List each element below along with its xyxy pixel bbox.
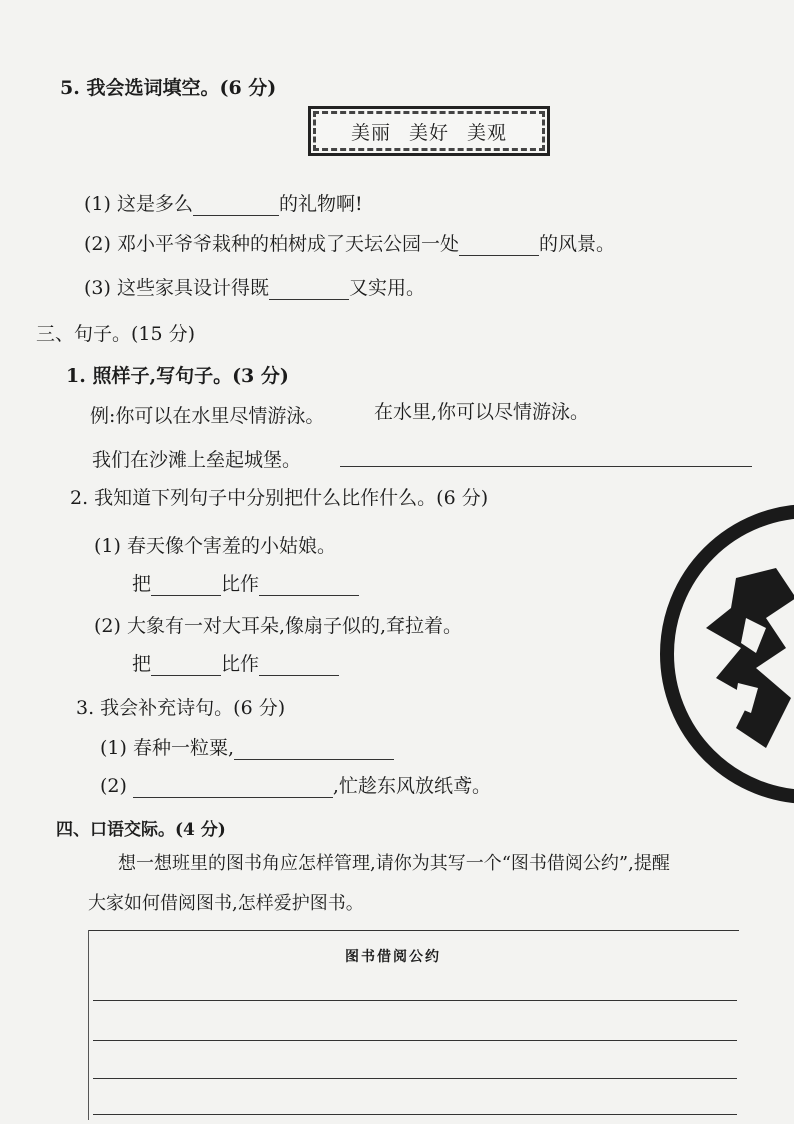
q2-answer-row-1: [132, 572, 359, 596]
agreement-top-line: [89, 930, 739, 931]
section5-item-3: [84, 276, 425, 300]
q3-line-2: [100, 774, 491, 798]
q1-example-b: 在水里,你可以尽情游泳。: [374, 401, 590, 423]
fill-blank-1[interactable]: [193, 197, 279, 216]
q3-line-1: [100, 736, 394, 760]
item2-pre: (2) 邓小平爷爷栽种的柏树成了天坛公园一处: [84, 233, 459, 255]
seal-glyph-icon: [696, 558, 794, 758]
item3-post: 又实用。: [348, 277, 425, 299]
item1-post: 的礼物啊!: [278, 193, 363, 215]
section3-title: 三、句子。(15 分): [36, 323, 196, 345]
word-choice-box: [308, 106, 550, 156]
q2-title: 2. 我知道下列句子中分别把什么比作什么。(6 分): [70, 487, 489, 509]
q3-title: 3. 我会补充诗句。(6 分): [76, 697, 286, 719]
item2-post: 的风景。: [538, 233, 615, 255]
item1-pre: (1) 这是多么: [84, 193, 193, 215]
q3-line1-text: (1) 春种一粒粟,: [100, 737, 234, 759]
q2-blank-1a[interactable]: [151, 577, 221, 596]
writing-line-1[interactable]: [93, 1000, 737, 1001]
section4-text-2: 大家如何借阅图书,怎样爱护图书。: [88, 893, 364, 914]
q1-title: 1. 照样子,写句子。(3 分): [66, 365, 289, 387]
ba-label: 把: [132, 653, 152, 675]
q2-blank-1b[interactable]: [259, 577, 359, 596]
section4-title: 四、口语交际。(4 分): [56, 820, 226, 840]
q3-line2-post: ,忙趁东风放纸鸢。: [332, 775, 491, 797]
q2-sentence-2: (2) 大象有一对大耳朵,像扇子似的,耷拉着。: [94, 615, 463, 637]
section5-item-1: [84, 192, 363, 216]
writing-line-2[interactable]: [93, 1040, 737, 1041]
bizuo-label: 比作: [221, 573, 260, 595]
q3-line2-num: (2): [100, 775, 127, 797]
writing-line-4[interactable]: [93, 1114, 737, 1115]
fill-blank-2[interactable]: [459, 237, 539, 256]
section4-text-1: 想一想班里的图书角应怎样管理,请你为其写一个“图书借阅公约”,提醒: [118, 853, 670, 874]
writing-line-3[interactable]: [93, 1078, 737, 1079]
q2-answer-row-2: [132, 652, 339, 676]
section5-title: 5. 我会选词填空。(6 分): [60, 77, 277, 99]
q1-example-a: 例:你可以在水里尽情游泳。: [90, 405, 325, 427]
stamp-seal-graphic: [660, 504, 794, 804]
q2-blank-2a[interactable]: [151, 657, 221, 676]
q3-blank-1[interactable]: [234, 741, 394, 760]
word-option-2: 美好: [408, 121, 449, 144]
item3-pre: (3) 这些家具设计得既: [84, 277, 269, 299]
section5-item-2: [84, 232, 615, 256]
q3-blank-2[interactable]: [133, 779, 333, 798]
ba-label: 把: [132, 573, 152, 595]
q1-answer-line[interactable]: [340, 466, 752, 467]
q1-prompt: 我们在沙滩上垒起城堡。: [92, 449, 302, 471]
bizuo-label: 比作: [221, 653, 260, 675]
q2-blank-2b[interactable]: [259, 657, 339, 676]
word-option-3: 美观: [467, 121, 508, 144]
agreement-writing-area: [88, 930, 739, 1120]
q2-sentence-1: (1) 春天像个害羞的小姑娘。: [94, 535, 336, 557]
word-option-1: 美丽: [350, 121, 391, 144]
fill-blank-3[interactable]: [269, 281, 349, 300]
agreement-title: 图书借阅公约: [345, 949, 441, 965]
